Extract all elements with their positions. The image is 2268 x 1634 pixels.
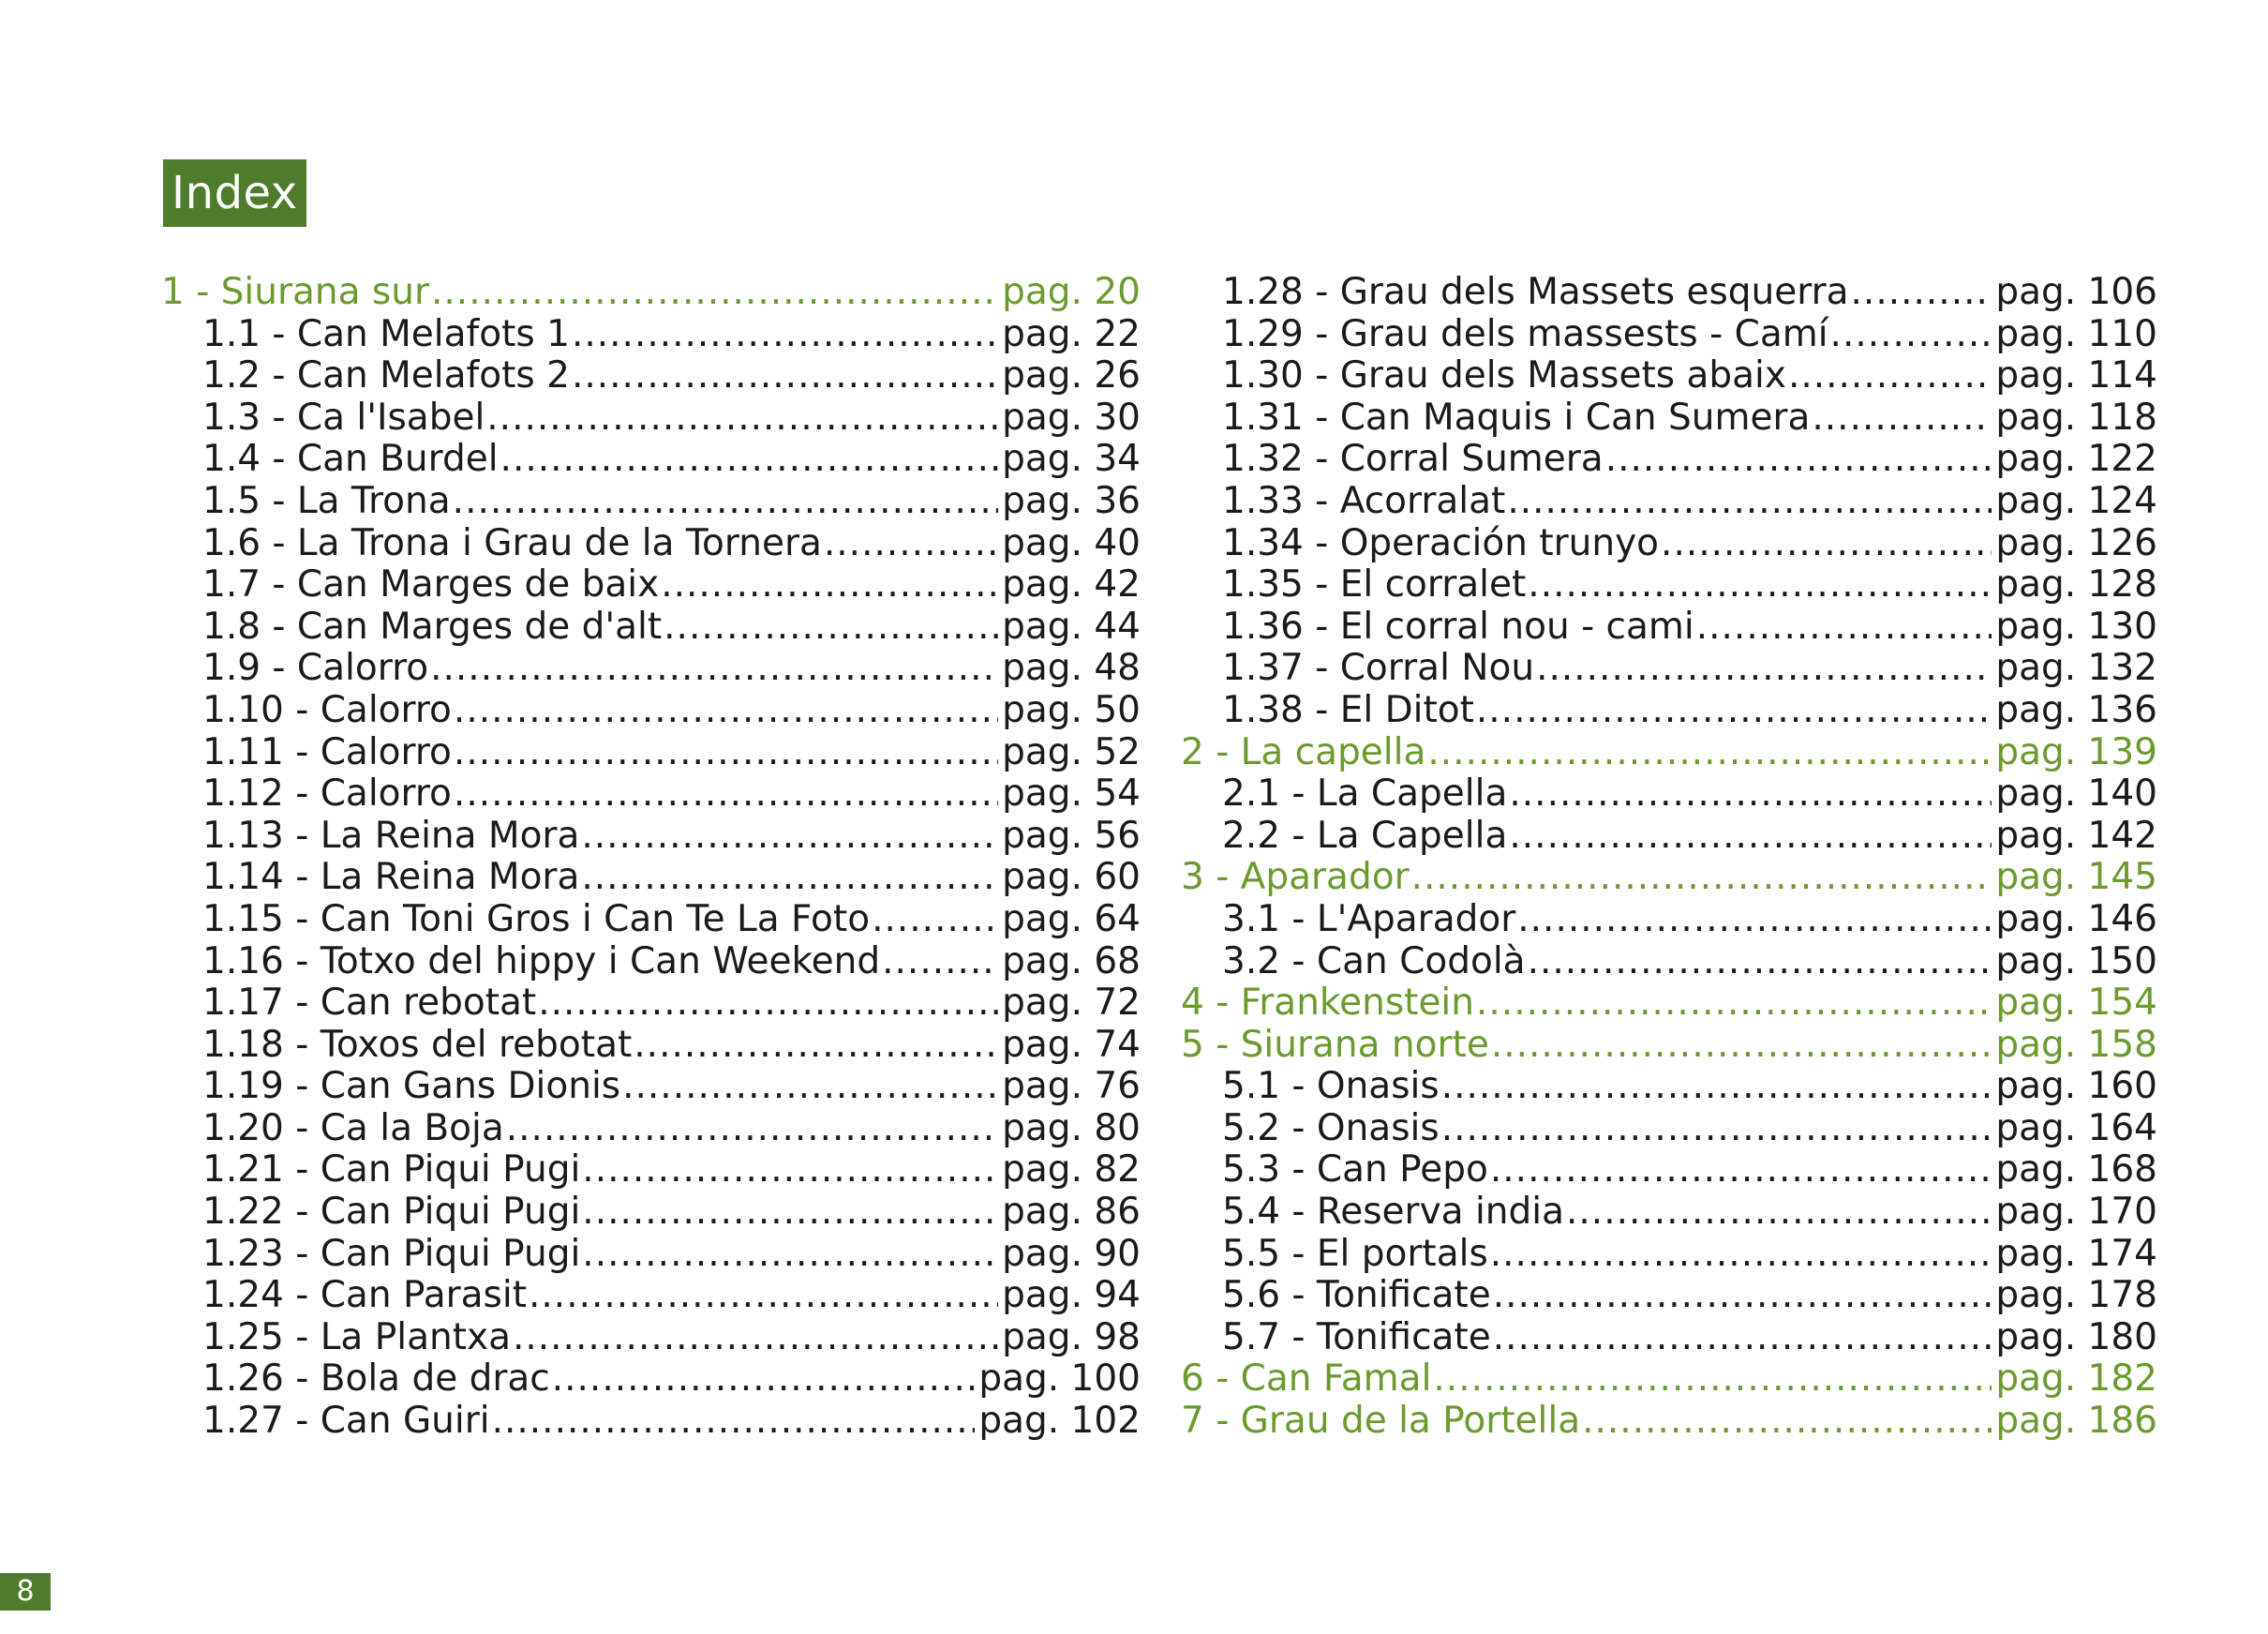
- toc-entry-page: pag. 178: [1995, 1274, 2157, 1317]
- toc-entry-label: 1.21 - Can Piqui Pugi: [202, 1148, 581, 1192]
- toc-entry-label: 5.7 - Tonificate: [1222, 1315, 1491, 1358]
- dot-leader: [431, 272, 998, 314]
- toc-entry: [161, 941, 1141, 983]
- dot-leader: [1507, 481, 1992, 523]
- toc-entry-page: pag. 154: [1995, 982, 2157, 1025]
- toc-entry-label: 5.3 - Can Pepo: [1222, 1148, 1488, 1192]
- toc-entry-label: 1.13 - La Reina Mora: [202, 814, 580, 857]
- toc-entry: [161, 982, 1141, 1025]
- toc-entry-label: 5.4 - Reserva india: [1222, 1191, 1564, 1234]
- dot-leader: [1582, 1401, 1992, 1443]
- toc-entry-page: pag. 94: [1002, 1274, 1141, 1317]
- toc-entry-label: 5.5 - El portals: [1222, 1232, 1488, 1275]
- toc-entry: [161, 648, 1141, 690]
- toc-entry-page: pag. 68: [1002, 939, 1141, 982]
- toc-entry: [161, 355, 1141, 397]
- toc-entry-label: 3.2 - Can Codolà: [1222, 939, 1526, 982]
- dot-leader: [430, 648, 998, 690]
- dot-leader: [1427, 732, 1992, 774]
- toc-section-entry: [1181, 732, 2157, 774]
- toc-section-entry: [161, 272, 1141, 314]
- toc-entry-page: pag. 150: [1995, 939, 2157, 982]
- toc-entry: [1181, 397, 2157, 440]
- dot-leader: [1490, 1149, 1992, 1192]
- dot-leader: [1661, 523, 1992, 565]
- toc-entry-label: 5.2 - Onasis: [1222, 1106, 1440, 1149]
- dot-leader: [453, 481, 998, 523]
- dot-leader: [506, 1108, 998, 1150]
- toc-entry-page: pag. 74: [1002, 1023, 1141, 1066]
- toc-entry-label: 1.37 - Corral Nou: [1222, 647, 1535, 690]
- toc-entry-page: pag. 142: [1995, 814, 2157, 857]
- dot-leader: [1812, 397, 1992, 440]
- toc-entry: [161, 1317, 1141, 1359]
- toc-entry-page: pag. 139: [1995, 730, 2157, 773]
- toc-entry-page: pag. 44: [1002, 605, 1141, 648]
- toc-entry: [1181, 355, 2157, 397]
- toc-entry-label: 1.25 - La Plantxa: [202, 1315, 511, 1358]
- toc-entry: [161, 816, 1141, 858]
- toc-entry: [1181, 1149, 2157, 1192]
- toc-entry-page: pag. 102: [978, 1400, 1141, 1443]
- toc-entry-label: 1.6 - La Trona i Grau de la Tornera: [202, 521, 822, 564]
- toc-entry-label: 2.1 - La Capella: [1222, 772, 1508, 816]
- toc-entry-page: pag. 56: [1002, 814, 1141, 857]
- toc-entry-page: pag. 80: [1002, 1106, 1141, 1149]
- toc-entry-page: pag. 98: [1002, 1315, 1141, 1358]
- dot-leader: [634, 1025, 998, 1067]
- toc-entry: [1181, 314, 2157, 356]
- toc-entry-label: 1.9 - Calorro: [202, 647, 429, 690]
- dot-leader: [1528, 564, 1992, 607]
- toc-entry-label: 1.38 - El Ditot: [1222, 688, 1474, 731]
- toc-entry: [161, 564, 1141, 607]
- dot-leader: [582, 1149, 998, 1192]
- dot-leader: [581, 857, 998, 899]
- toc-entry-page: pag. 26: [1002, 354, 1141, 397]
- toc-entry: [161, 523, 1141, 565]
- toc-entry: [161, 397, 1141, 440]
- dot-leader: [1476, 690, 1992, 732]
- toc-entry-page: pag. 86: [1002, 1191, 1141, 1234]
- toc-entry-page: pag. 36: [1002, 479, 1141, 522]
- dot-leader: [454, 773, 998, 816]
- toc-entry-page: pag. 122: [1995, 438, 2157, 481]
- toc-entry: [161, 732, 1141, 774]
- dot-leader: [492, 1401, 976, 1443]
- toc-entry-page: pag. 130: [1995, 605, 2157, 648]
- toc-section-entry: [1181, 1358, 2157, 1401]
- dot-leader: [552, 1358, 976, 1401]
- dot-leader: [1433, 1358, 1992, 1401]
- toc-section-entry: [1181, 982, 2157, 1025]
- dot-leader: [529, 1275, 998, 1317]
- dot-leader: [622, 1066, 998, 1108]
- toc-entry-label: 1.22 - Can Piqui Pugi: [202, 1191, 581, 1234]
- toc-entry-label: 7 - Grau de la Portella: [1181, 1400, 1581, 1443]
- toc-entry-page: pag. 128: [1995, 563, 2157, 607]
- dot-leader: [454, 690, 998, 732]
- toc-entry-page: pag. 34: [1002, 438, 1141, 481]
- toc-entry-page: pag. 170: [1995, 1191, 2157, 1234]
- toc-entry-label: 1.30 - Grau dels Massets abaix: [1222, 354, 1786, 397]
- dot-leader: [661, 564, 998, 607]
- dot-leader: [454, 732, 998, 774]
- toc-entry-label: 5.1 - Onasis: [1222, 1065, 1440, 1108]
- toc-entry-label: 1.17 - Can rebotat: [202, 982, 537, 1025]
- dot-leader: [1490, 1234, 1992, 1276]
- toc-entry-page: pag. 100: [978, 1357, 1141, 1401]
- dot-leader: [824, 523, 998, 565]
- toc-entry-label: 1.16 - Totxo del hippy i Can Weekend: [202, 939, 881, 982]
- dot-leader: [1493, 1275, 1992, 1317]
- dot-leader: [1536, 648, 1992, 690]
- toc-entry: [161, 1275, 1141, 1317]
- toc-entry-label: 1.24 - Can Parasit: [202, 1274, 527, 1317]
- toc-entry-page: pag. 182: [1995, 1357, 2157, 1401]
- toc-entry: [161, 773, 1141, 816]
- toc-entry-page: pag. 30: [1002, 396, 1141, 439]
- toc-entry-label: 2 - La capella: [1181, 730, 1426, 773]
- toc-entry: [161, 899, 1141, 941]
- toc-entry-page: pag. 22: [1002, 312, 1141, 355]
- toc-entry-label: 1.7 - Can Marges de baix: [202, 563, 660, 607]
- toc-entry-label: 3 - Aparador: [1181, 856, 1410, 899]
- toc-entry-label: 1.4 - Can Burdel: [202, 438, 499, 481]
- toc-entry-page: pag. 124: [1995, 479, 2157, 522]
- toc-section-entry: [1181, 1025, 2157, 1067]
- dot-leader: [664, 607, 998, 649]
- index-title: Index: [163, 159, 306, 227]
- toc-entry: [161, 857, 1141, 899]
- toc-entry-label: 1.18 - Toxos del rebotat: [202, 1023, 633, 1066]
- toc-entry-label: 1.1 - Can Melafots 1: [202, 312, 570, 355]
- toc-entry: [161, 690, 1141, 732]
- dot-leader: [1696, 607, 1992, 649]
- toc-entry: [161, 1149, 1141, 1192]
- toc-entry: [161, 1192, 1141, 1234]
- toc-entry-page: pag. 50: [1002, 688, 1141, 731]
- toc-entry: [1181, 1234, 2157, 1276]
- toc-section-entry: [1181, 857, 2157, 899]
- toc-right-column: [1181, 272, 2157, 1443]
- toc-entry: [161, 1401, 1141, 1443]
- toc-entry-page: pag. 136: [1995, 688, 2157, 731]
- toc-entry-label: 1.14 - La Reina Mora: [202, 856, 580, 899]
- toc-entry-label: 6 - Can Famal: [1181, 1357, 1432, 1401]
- dot-leader: [1605, 439, 1992, 481]
- toc-entry-label: 1.34 - Operación trunyo: [1222, 521, 1660, 564]
- toc-entry: [161, 1108, 1141, 1150]
- toc-entry-label: 1.12 - Calorro: [202, 772, 452, 816]
- toc-entry-label: 4 - Frankenstein: [1181, 982, 1474, 1025]
- page-number-badge: 8: [0, 1573, 51, 1611]
- toc-entry: [1181, 899, 2157, 941]
- toc-entry-label: 1.27 - Can Guiri: [202, 1400, 490, 1443]
- toc-entry-page: pag. 118: [1995, 396, 2157, 439]
- toc-entry-label: 1.32 - Corral Sumera: [1222, 438, 1604, 481]
- dot-leader: [513, 1317, 998, 1359]
- dot-leader: [1411, 857, 1992, 899]
- dot-leader: [1851, 272, 1992, 314]
- toc-entry-page: pag. 54: [1002, 772, 1141, 816]
- toc-entry: [1181, 941, 2157, 983]
- toc-entry-page: pag. 82: [1002, 1148, 1141, 1192]
- dot-leader: [582, 1234, 998, 1276]
- toc-entry-label: 1.3 - Ca l'Isabel: [202, 396, 485, 439]
- dot-leader: [1493, 1317, 1992, 1359]
- dot-leader: [581, 816, 998, 858]
- toc-entry: [161, 1358, 1141, 1401]
- toc-entry-page: pag. 160: [1995, 1065, 2157, 1108]
- toc-entry-label: 1.10 - Calorro: [202, 688, 452, 731]
- toc-entry: [161, 439, 1141, 481]
- toc-entry-label: 1.11 - Calorro: [202, 730, 452, 773]
- toc-entry-label: 1.33 - Acorralat: [1222, 479, 1506, 522]
- toc-entry-label: 1.28 - Grau dels Massets esquerra: [1222, 271, 1849, 313]
- toc-entry-page: pag. 48: [1002, 647, 1141, 690]
- dot-leader: [882, 941, 998, 983]
- toc-entry: [161, 1234, 1141, 1276]
- toc-entry: [161, 1066, 1141, 1108]
- dot-leader: [1476, 982, 1992, 1025]
- dot-leader: [582, 1192, 998, 1234]
- toc-entry: [1181, 1192, 2157, 1234]
- toc-entry: [161, 314, 1141, 356]
- toc-section-entry: [1181, 1401, 2157, 1443]
- toc-entry: [1181, 439, 2157, 481]
- toc-entry-page: pag. 42: [1002, 563, 1141, 607]
- toc-entry-page: pag. 146: [1995, 897, 2157, 940]
- dot-leader: [1566, 1192, 1992, 1234]
- dot-leader: [1788, 355, 1992, 397]
- toc-entry-label: 1.23 - Can Piqui Pugi: [202, 1232, 581, 1275]
- toc-entry-page: pag. 145: [1995, 856, 2157, 899]
- toc-entry-label: 5.6 - Tonificate: [1222, 1274, 1491, 1317]
- toc-entry-page: pag. 126: [1995, 521, 2157, 564]
- toc-entry-page: pag. 186: [1995, 1400, 2157, 1443]
- dot-leader: [872, 899, 998, 941]
- toc-entry-page: pag. 52: [1002, 730, 1141, 773]
- toc-entry-label: 1.5 - La Trona: [202, 479, 451, 522]
- toc-entry: [1181, 773, 2157, 816]
- toc-entry-label: 3.1 - L'Aparador: [1222, 897, 1516, 940]
- dot-leader: [1830, 314, 1992, 356]
- toc-entry-page: pag. 90: [1002, 1232, 1141, 1275]
- toc-entry-page: pag. 164: [1995, 1106, 2157, 1149]
- toc-entry-page: pag. 158: [1995, 1023, 2157, 1066]
- toc-entry-label: 1.2 - Can Melafots 2: [202, 354, 570, 397]
- toc-entry-label: 1.8 - Can Marges de d'alt: [202, 605, 663, 648]
- toc-entry-label: 1.36 - El corral nou - cami: [1222, 605, 1694, 648]
- toc-entry-page: pag. 114: [1995, 354, 2157, 397]
- dot-leader: [572, 314, 998, 356]
- toc-entry: [1181, 690, 2157, 732]
- toc-entry: [161, 481, 1141, 523]
- toc-entry-page: pag. 72: [1002, 982, 1141, 1025]
- toc-entry-page: pag. 64: [1002, 897, 1141, 940]
- toc-entry-page: pag. 110: [1995, 312, 2157, 355]
- toc-entry: [1181, 1066, 2157, 1108]
- toc-entry-label: 1.31 - Can Maquis i Can Sumera: [1222, 396, 1811, 439]
- toc-entry: [1181, 272, 2157, 314]
- toc-entry: [1181, 1317, 2157, 1359]
- toc-entry-page: pag. 140: [1995, 772, 2157, 816]
- toc-entry: [161, 1025, 1141, 1067]
- toc-entry-label: 5 - Siurana norte: [1181, 1023, 1489, 1066]
- toc-entry-label: 1.19 - Can Gans Dionis: [202, 1065, 621, 1108]
- dot-leader: [1441, 1108, 1992, 1150]
- toc-entry-page: pag. 132: [1995, 647, 2157, 690]
- toc-entry-page: pag. 168: [1995, 1148, 2157, 1192]
- toc-entry: [1181, 648, 2157, 690]
- toc-entry-page: pag. 174: [1995, 1232, 2157, 1275]
- toc-entry-page: pag. 106: [1995, 271, 2157, 313]
- toc-entry: [1181, 1108, 2157, 1150]
- toc-entry-label: 1.35 - El corralet: [1222, 563, 1527, 607]
- dot-leader: [1441, 1066, 1992, 1108]
- toc-left-column: [161, 272, 1141, 1443]
- dot-leader: [538, 982, 998, 1025]
- toc-entry-label: 2.2 - La Capella: [1222, 814, 1508, 857]
- dot-leader: [1509, 773, 1992, 816]
- dot-leader: [500, 439, 999, 481]
- dot-leader: [486, 397, 998, 440]
- toc-entry: [1181, 1275, 2157, 1317]
- toc-entry-page: pag. 40: [1002, 521, 1141, 564]
- toc-entry: [161, 607, 1141, 649]
- toc-entry: [1181, 564, 2157, 607]
- toc-entry-page: pag. 20: [1002, 271, 1141, 313]
- toc-entry-label: 1.15 - Can Toni Gros i Can Te La Foto: [202, 897, 871, 940]
- toc-entry: [1181, 481, 2157, 523]
- toc-entry-page: pag. 60: [1002, 856, 1141, 899]
- toc-entry-page: pag. 180: [1995, 1315, 2157, 1358]
- toc-entry-label: 1.26 - Bola de drac: [202, 1357, 550, 1401]
- toc-entry: [1181, 816, 2157, 858]
- toc-entry-label: 1.29 - Grau dels massests - Camí: [1222, 312, 1828, 355]
- dot-leader: [1509, 816, 1992, 858]
- dot-leader: [1528, 941, 1992, 983]
- dot-leader: [572, 355, 998, 397]
- toc-entry-label: 1 - Siurana sur: [161, 271, 430, 313]
- dot-leader: [1491, 1025, 1992, 1067]
- toc-entry-label: 1.20 - Ca la Boja: [202, 1106, 504, 1149]
- dot-leader: [1517, 899, 1992, 941]
- toc-entry: [1181, 607, 2157, 649]
- toc-entry: [1181, 523, 2157, 565]
- toc-entry-page: pag. 76: [1002, 1065, 1141, 1108]
